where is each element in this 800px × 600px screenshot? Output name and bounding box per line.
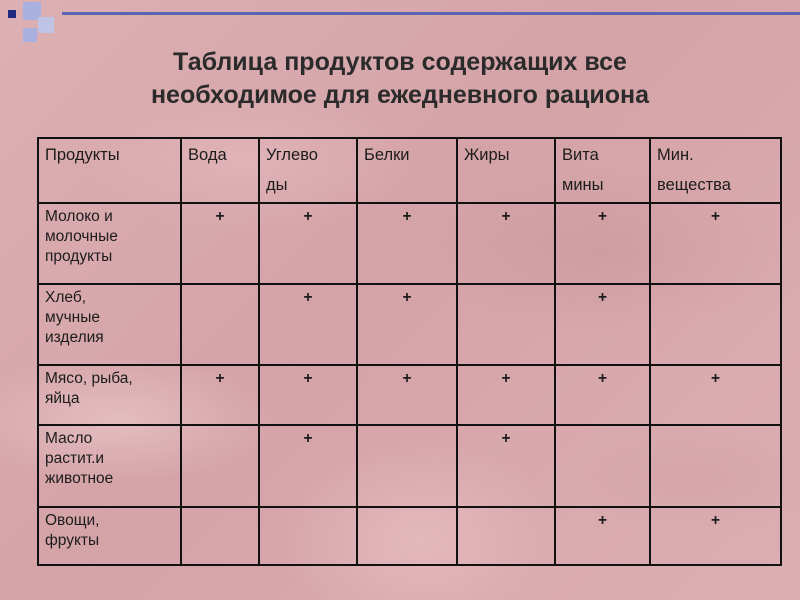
row-label-dairy: Молоко и молочные продукты bbox=[38, 203, 181, 284]
deco-square-light-2 bbox=[38, 17, 54, 33]
table-cell bbox=[457, 284, 555, 365]
table-cell: + bbox=[259, 425, 357, 507]
table-row bbox=[38, 203, 781, 284]
table-cell bbox=[457, 507, 555, 565]
table-cell bbox=[357, 507, 457, 565]
table-cell: + bbox=[357, 365, 457, 425]
deco-square-light-3 bbox=[23, 28, 37, 42]
row-label-meat: Мясо, рыба, яйца bbox=[38, 365, 181, 425]
row-label-bread: Хлеб, мучные изделия bbox=[38, 284, 181, 365]
table-row bbox=[38, 284, 781, 365]
header-water: Вода bbox=[181, 138, 259, 203]
table-cell bbox=[650, 284, 781, 365]
table-cell bbox=[181, 425, 259, 507]
table-cell: + bbox=[457, 203, 555, 284]
table-cell bbox=[259, 507, 357, 565]
table-cell bbox=[181, 284, 259, 365]
table-header-row bbox=[38, 138, 781, 203]
table-cell: + bbox=[555, 284, 650, 365]
deco-square-dark bbox=[8, 10, 16, 18]
table-cell: + bbox=[259, 284, 357, 365]
table-cell bbox=[357, 425, 457, 507]
table-cell: + bbox=[181, 203, 259, 284]
header-fats: Жиры bbox=[457, 138, 555, 203]
deco-header-line bbox=[62, 12, 800, 15]
header-vitamins: Вита мины bbox=[555, 138, 650, 203]
table-cell: + bbox=[259, 203, 357, 284]
table-cell: + bbox=[555, 203, 650, 284]
table-row bbox=[38, 507, 781, 565]
header-minerals: Мин. вещества bbox=[650, 138, 781, 203]
table-cell: + bbox=[650, 203, 781, 284]
table-cell: + bbox=[650, 365, 781, 425]
table-cell bbox=[650, 425, 781, 507]
title-line-2: необходимое для ежедневного рациона bbox=[150, 81, 650, 109]
row-label-oil: Масло растит.и животное bbox=[38, 425, 181, 507]
table-cell: + bbox=[259, 365, 357, 425]
table-row bbox=[38, 365, 781, 425]
table-cell: + bbox=[457, 425, 555, 507]
table-cell: + bbox=[357, 203, 457, 284]
table-cell bbox=[555, 425, 650, 507]
table-cell: + bbox=[555, 365, 650, 425]
nutrition-table bbox=[37, 137, 782, 566]
table-cell bbox=[181, 507, 259, 565]
header-proteins: Белки bbox=[357, 138, 457, 203]
table-cell: + bbox=[555, 507, 650, 565]
header-carbohydrates: Углево ды bbox=[259, 138, 357, 203]
row-label-vegetables: Овощи, фрукты bbox=[38, 507, 181, 565]
table-cell: + bbox=[181, 365, 259, 425]
header-products: Продукты bbox=[38, 138, 181, 203]
title-line-1: Таблица продуктов содержащих все bbox=[173, 48, 627, 76]
table-cell: + bbox=[457, 365, 555, 425]
table-cell: + bbox=[650, 507, 781, 565]
table-cell: + bbox=[357, 284, 457, 365]
table-row bbox=[38, 425, 781, 507]
slide-title bbox=[0, 46, 800, 112]
